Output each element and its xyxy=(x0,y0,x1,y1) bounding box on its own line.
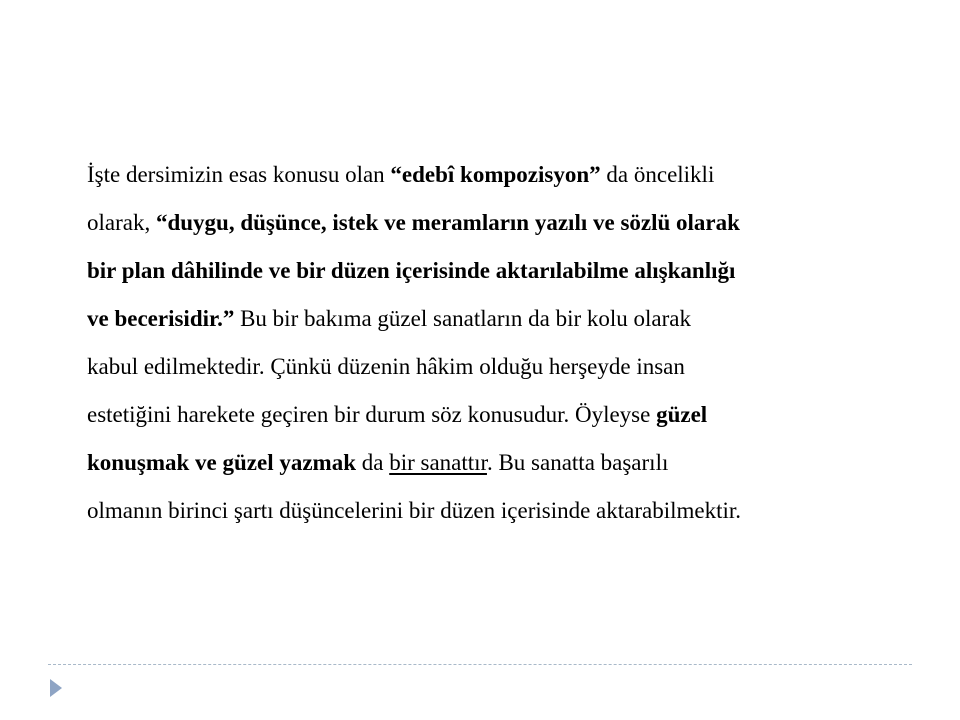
text-run-underlined: bir sanattır xyxy=(389,450,487,475)
text-line-1 xyxy=(87,155,887,203)
text-line-6 xyxy=(87,395,887,443)
text-run: kabul edilmektedir. Çünkü düzenin hâkim olduğu herşeyde insan xyxy=(87,354,685,379)
text-line-4 xyxy=(87,299,887,347)
text-line-8 xyxy=(87,491,887,539)
text-run: . Bu sanatta başarılı xyxy=(486,450,669,475)
text-run: da öncelikli xyxy=(600,162,715,187)
text-run: olmanın birinci şartı düşüncelerini bir düzen içerisinde aktarabilmektir. xyxy=(87,498,742,523)
text-line-5 xyxy=(87,347,887,395)
slide-body-text xyxy=(87,155,887,539)
text-run: olarak, xyxy=(87,210,156,235)
text-line-3 xyxy=(87,251,887,299)
text-run-bold: güzel xyxy=(656,402,708,427)
text-run-bold: konuşmak ve güzel yazmak xyxy=(87,450,356,475)
triangle-right-icon xyxy=(49,678,63,698)
text-line-2 xyxy=(87,203,887,251)
footer-divider xyxy=(48,664,912,665)
text-run: İşte dersimizin esas konusu olan xyxy=(87,162,391,187)
text-line-7 xyxy=(87,443,887,491)
text-run: estetiğini harekete geçiren bir durum söz konusudur. Öyleyse xyxy=(87,402,657,427)
text-run-bold: bir plan dâhilinde ve bir düzen içerisinde aktarılabilme alışkanlığı xyxy=(87,258,736,283)
text-run-bold: “duygu, düşünce, istek ve meramların yazılı ve sözlü olarak xyxy=(155,210,740,235)
text-run-bold: ve becerisidir.” xyxy=(87,306,235,331)
text-run: Bu bir bakıma güzel sanatların da bir kolu olarak xyxy=(234,306,692,331)
text-run: da xyxy=(356,450,390,475)
text-run-bold: “edebî kompozisyon” xyxy=(390,162,601,187)
